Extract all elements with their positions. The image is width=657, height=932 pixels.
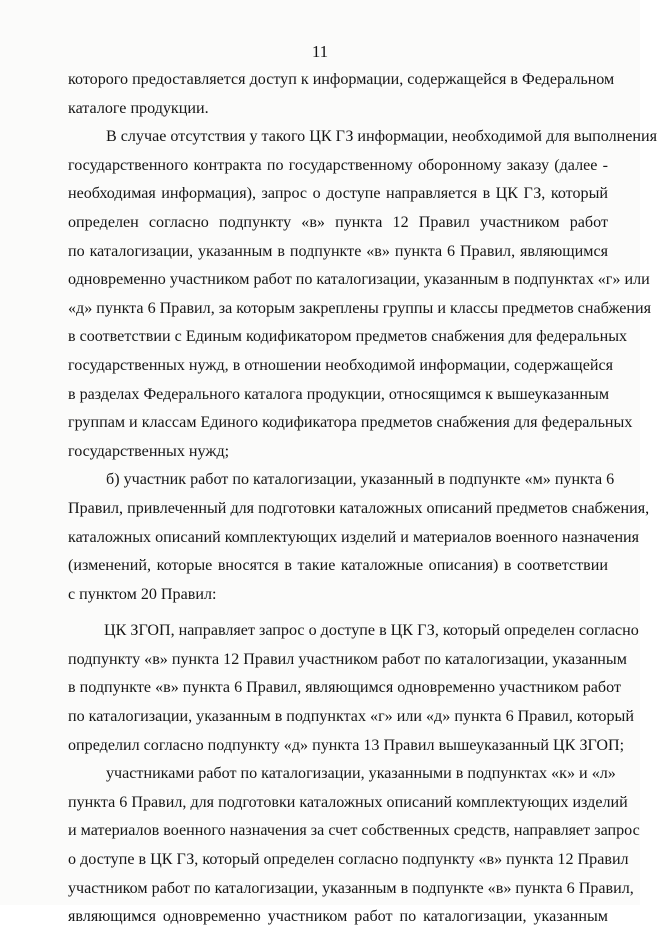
text-line: участниками работ по каталогизации, указанными в подпунктах «к» и «л» (106, 765, 616, 783)
text-line: группам и классам Единого кодификатора предметов снабжения для федеральных (68, 414, 633, 432)
paragraph-item-b (68, 466, 650, 609)
text-line: необходимая информация), запрос о доступе направляется в ЦК ГЗ, который (68, 185, 608, 203)
page-number: 11 (311, 42, 329, 61)
text-line: по каталогизации, указанным в подпункте «в» пункта 6 Правил, являющимся (68, 242, 608, 260)
text-line: пункта 6 Правил, для подготовки каталожных описаний комплектующих изделий (68, 793, 628, 811)
text-line: государственных нужд; (68, 442, 230, 460)
paragraph-absence-case (68, 123, 657, 466)
text-line: б) участник работ по каталогизации, указанный в подпункте «м» пункта 6 (106, 471, 615, 489)
paragraph-continuation (68, 66, 615, 123)
text-line: участником работ по каталогизации, указанным в подпункте «в» пункта 6 Правил, (68, 879, 634, 897)
text-line: в разделах Федерального каталога продукции, относящимся к вышеуказанным (68, 385, 610, 403)
text-line: государственных нужд, в отношении необходимой информации, содержащейся (68, 356, 614, 374)
paragraph-zgop (68, 617, 639, 760)
text-line: с пунктом 20 Правил: (68, 585, 217, 603)
text-line: определен согласно подпункту «в» пункта 12 Правил участником работ (68, 213, 608, 231)
text-line: каталоге продукции. (68, 99, 209, 117)
text-line: в подпункте «в» пункта 6 Правил, являющимся одновременно участником работ (68, 679, 621, 697)
text-line: которого предоставляется доступ к информации, содержащейся в Федеральном (68, 71, 615, 88)
text-line: «д» пункта 6 Правил, за которым закреплены группы и классы предметов снабжения (68, 299, 652, 317)
body-text (68, 66, 657, 932)
text-line: Правил, привлеченный для подготовки каталожных описаний предметов снабжения, (68, 499, 650, 517)
text-line: определил согласно подпункту «д» пункта 13 Правил вышеуказанный ЦК ЗГОП; (68, 736, 625, 754)
text-line: о доступе в ЦК ГЗ, который определен согласно подпункту «в» пункта 12 Правил (68, 851, 629, 869)
text-line: государственного контракта по государственному оборонному заказу (далее - (68, 156, 608, 174)
text-line: являющимся одновременно участником работ по каталогизации, указанным (68, 908, 608, 926)
text-line: одновременно участником работ по каталогизации, указанным в подпунктах «г» или (68, 271, 650, 289)
text-line: в соответствии с Единым кодификатором предметов снабжения для федеральных (68, 328, 628, 346)
text-line: подпункту «в» пункта 12 Правил участником работ по каталогизации, указанным (68, 650, 627, 668)
text-line: В случае отсутствия у такого ЦК ГЗ информации, необходимой для выполнения (106, 128, 657, 146)
text-line: ЦК ЗГОП, направляет запрос о доступе в ЦК ГЗ, который определен согласно (104, 622, 639, 640)
text-line: по каталогизации, указанным в подпунктах «г» или «д» пункта 6 Правил, который (68, 708, 634, 726)
text-line: каталожных описаний комплектующих изделий и материалов военного назначения (68, 528, 640, 546)
paragraph-gap (68, 609, 608, 617)
text-line: (изменений, которые вносятся в такие каталожные описания) в соответствии (68, 557, 608, 575)
text-line: и материалов военного назначения за счет собственных средств, направляет запрос (68, 822, 640, 840)
paragraph-participants (68, 760, 640, 932)
